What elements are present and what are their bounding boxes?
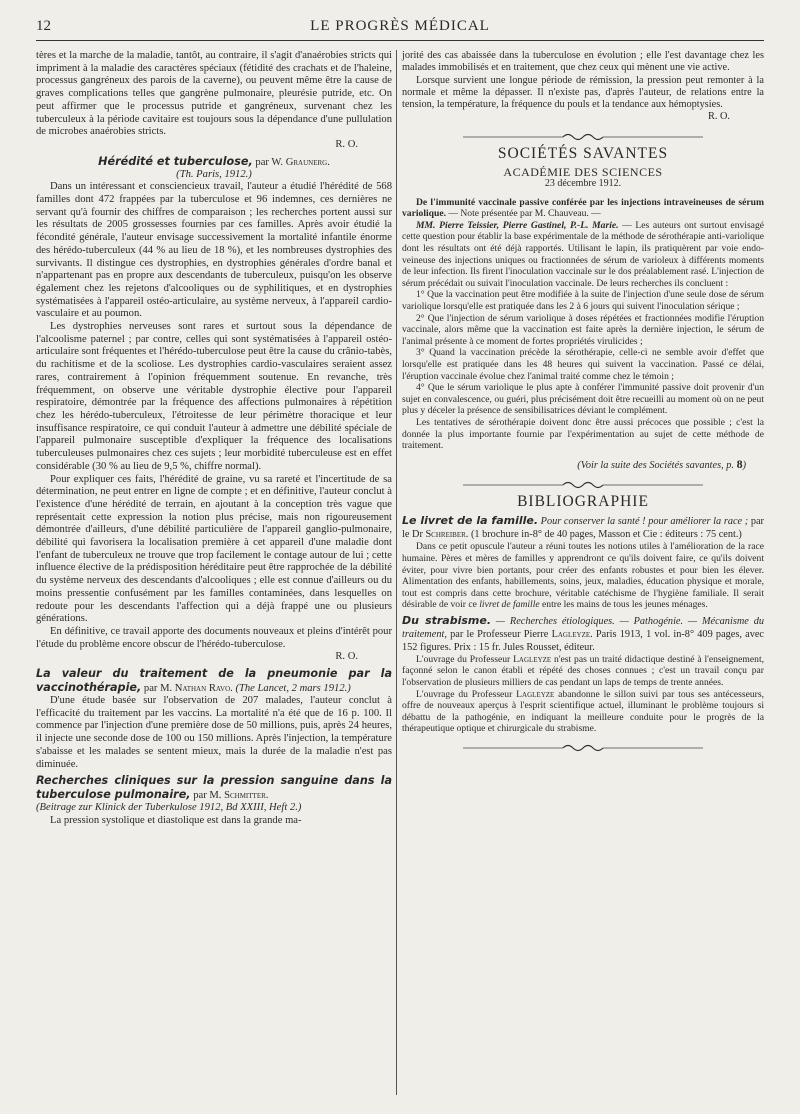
paragraph: D'une étude basée sur l'observation de 207 malades, l'auteur conclut à l'efficacité du traitement par les vaccins. La mortalité n'a été que de 16 p. 100. Il commence par l'injection d'une première dose de 50 millions, puis, après 24 heures, il injecte une seconde dose de 100 ou 150 millions. Après l'injection, la température s'abaisse et les malades se sentent mieux, mais la durée de la maladie n'est pas diminuée. [36,695,392,770]
book-publication: Paris 1913, 1 vol. in-8° 409 pages, avec 152 figures. Prix : 15 fr. Jules Rousset, éditeur. [402,628,764,653]
ornament-divider [402,480,764,490]
column-divider [396,50,397,1095]
article-title: Recherches cliniques sur la pression sanguine dans la tuberculose pulmonaire, [36,774,392,802]
paragraph: Les dystrophies nerveuses sont rares et surtout sous la dépendance de l'alcoolisme paternel ; par contre, celles qui sont systématisées à l'appareil ostéo-articulaire sont fréquentes et l'hérédo-tuberculose peut être la cause du crânio-tabès, du rachitisme et de la scoliose. Les dystrophies cardio-vasculaires seraient assez rares, contrairement à l'opinion fréquemment soutenue. En revanche, très fréquemment, on observe une véritable dystrophie élective pour l'appareil respiratoire, démontrée par la fréquence des affections pulmonaires à répétition chez les hérédo-tuberculeux, l'étroitesse de leur périmètre thoracique et leur insuffisance respiratoire, ce qui conduit l'auteur à admettre une débilité spéciale de l'appareil pulmonaire susceptible d'expliquer la fréquence des localisations tuberculeuses pulmonaires chez ces sujets ; leur morbidité tuberculeuse est en effet considérable (30 % au lieu de 9,5 %, chiffre normal). [36,321,392,472]
review-emphasis: livret de famille [479,599,540,611]
date-line: 23 décembre 1912. [544,178,622,190]
paragraph [402,541,764,611]
communication-title: De l'immunité vaccinale passive conférée par les injections intraveineuses de sérum variolique. [402,196,764,220]
right-column [402,50,764,759]
continuation-page: 8 [736,456,743,471]
book-title: Du strabisme. [402,613,492,627]
review-text: L'ouvrage du Professeur [416,653,514,665]
left-column [36,50,392,828]
article-heading [36,155,392,169]
signature: R. O. [707,111,730,123]
ornament-divider [402,743,764,753]
review-text-end: entre les mains de tous les jeunes ménages. [539,599,708,611]
book-heading [402,614,764,654]
review-text: L'ouvrage du Professeur [416,688,517,700]
article-author: Nathan Ravo. [174,683,233,695]
paragraph: Pour expliquer ces faits, l'hérédité de graine, vu sa rareté et l'incertitude de sa détermination, ne peut entrer en ligne de compte ; et en définitive, l'auteur conclut à l'existence d'une hérédité de terrain, en ajoutant à la conception très vague que représentait cette expression la notion plus précise, mais non rigoureusement démontrée d'ailleurs, d'une débilité particulière de l'appareil ganglio-pulmonaire, débilité qui favorisera la localisation première à cet appareil d'une maladie dont l'enfant de tuberculeux ne trouve que trop facilement le contage autour de lui ; cette influence élective de la prédisposition héréditaire peut être rapprochée de la débilité du système nerveux des descendants d'alcooliques ; elle est connue d'ailleurs ou du moins pressentie confusément par les familles contaminées, dans lesquelles on redoute pour les descendants l'affection qui a déjà frappé une ou plusieurs générations. [36,473,392,625]
section-title: SOCIÉTÉS SAVANTES [497,144,669,162]
article-source: (The Lancet, 2 mars 1912.) [232,683,351,695]
article-title: Hérédité et tuberculose, [98,154,253,168]
communication-note: — Note présentée par M. Chauveau. — [445,208,601,220]
article-by: par M. [141,683,175,695]
communication-heading [402,197,764,220]
continuation-text: (Voir la suite des Sociétés savantes, p. [577,459,734,471]
paragraph [402,220,764,290]
article-by: par M. [190,790,225,802]
article-title: La valeur du traitement de la pneumonie par la vaccinothérapie, [36,667,392,695]
page-number: 12 [36,18,51,34]
review-author-name: Lagleyze [513,653,552,665]
journal-title: LE PROGRÈS MÉDICAL [310,18,490,34]
signature: R. O. [335,138,358,150]
book-title: Le livret de la famille. [402,514,539,528]
book-subtitle: — Recherches étiologiques. — Pathogénie. — Mécanisme du traitement, [402,615,764,640]
ornament-divider [402,132,764,142]
article-author: Schmitter. [224,790,269,802]
book-subtitle: Pour conserver la santé ! pour améliorer la race ; [538,516,749,528]
article-by: par W. [252,156,286,168]
book-by: par le Professeur Pierre [446,628,552,640]
subsection-title: ACADÉMIE DES SCIENCES [503,165,663,180]
book-publication: (1 brochure in-8° de 40 pages, Masson et Cie : éditeurs : 75 cent.) [468,529,742,541]
section-title: BIBLIOGRAPHIE [517,493,649,511]
paragraph: Dans un intéressant et consciencieux travail, l'auteur a étudié l'hérédité de 568 familles dont 472 frappées par la tuberculose et 96 indemnes, ces dernières ne servant qu'à fournir des chiffres de comparaison ; les recherches portent aussi sur les résultats de 2005 grossesses fournies par ces familles. Après avoir étudié la fécondité générale, l'auteur envisage successivement la mortalité infantile énorme des hérédo-tuberculeux (44 % au lieu de 18 %), et les nombreuses dystrophies des survivants. Il distingue ces dystrophies, en dystrophies générales d'ordre banal et n'appartenant pas en propre aux descendants de tuberculeux, puisqu'on les observe également chez les rejetons d'alcooliques ou de syphilitiques, et en dystrophies systématisées à l'appareil ostéo-articulaire, au système nerveux, à l'appareil cardio-vasculaire et au poumon. [36,181,392,320]
continuation-close: ) [742,459,746,471]
continuation-note [402,458,764,472]
communication-intro: — Les auteurs ont surtout envisagé cette question pour établir la base expérimentale de la méthode de sérothérapie anti-variolique dont les résultats ont été déjà rapportés. Utilisant le lapin, ils pratiquèrent par voie endo-veineuse des injections uniques ou fractionnées de sérum de varioleux à différents moments de leur infection. Ils firent l'inoculation vaccinale sur le dos préalablement rasé. L'injection de sérum précédait ou suivait l'inoculation vaccinale. De leurs recherches ils concluent : [402,219,764,289]
article-heading [36,774,392,802]
book-heading [402,514,764,541]
book-by: par le Dr [402,516,764,541]
conclusion-item: 4° Que le sérum variolique le plus apte à conférer l'immunité passive doit provenir d'un sujet en convalescence, ou guéri, plus précisément doit être recueilli au moment où on ne peut plus y déceler la présence de sensibilisatrices déviant le complément. [402,382,764,417]
paragraph: Les tentatives de sérothérapie doivent donc être aussi précoces que possible ; c'est la donnée la plus importante fournie par l'expérimentation au sujet de cette méthode de traitement. [402,416,764,452]
paragraph: Lorsque survient une longue période de rémission, la pression peut remonter à la normale et même la dépasser. Il n'existe pas, d'après l'auteur, de relations entre la tension, la température, la fréquence du pouls et la tendance aux hémoptysies. [402,74,764,111]
article-source: (Beitrage zur Klinick der Tuberkulose 1912, Bd XXIII, Heft 2.) [36,802,302,814]
communication-authors: MM. Pierre Teissier, Pierre Gastinel, P.-L. Marie. [416,219,619,231]
review-text-end: n'est pas un traité didactique destiné à l'enseignement, façonné selon le canon établi et répété des choses connues ; c'est un travail conçu par l'observation de plusieurs milliers de cas pendant un laps de temps de trente années. [402,653,765,689]
article-source: (Th. Paris, 1912.) [176,168,252,180]
signature: R. O. [335,651,358,663]
article-author: Graunerg. [285,156,330,168]
paragraph [402,689,764,735]
review-text: Dans ce petit opuscule l'auteur a réuni toutes les notions utiles à l'amélioration de la race humaine. Pères et mères de familles y apprendront ce qu'ils doivent faire, ce qu'ils doivent éviter, pour vivre bien portants, pour créer des enfants robustes et pour bien les élever. Alimentation des enfants, habillements, soins, jeux, maladies, éducation physique et morale, tout est compris dans cette brochure, véritable catéchisme de l'hygiène familiale. Il serait désirable de voir ce [402,541,764,611]
conclusion-item: 1° Que la vaccination peut être modifiée à la suite de l'injection d'une seule dose de sérum variolique lorsqu'elle est pratiquée dans les 2 à 6 jours qui suivent l'inoculation sérique ; [402,289,764,313]
conclusion-item: 3° Quand la vaccination précède la sérothérapie, celle-ci ne semble avoir d'effet que lorsqu'elle est pratiquée dans les 48 heures qui suivent la vaccination. Passé ce délai, l'éruption vaccinale évolue chez l'animal traité comme chez le témoin ; [402,347,764,382]
review-text-end: abandonne le sillon suivi par tous ses antécesseurs, offre de nouveaux aperçus à l'esprit scientifique actuel, illuminant le problème toujours si débattu de la pathogénie, en indiquant la meilleure conduite pour le progrès de la thérapeutique optique et chirurgicale du strabisme. [402,688,764,735]
paragraph [402,654,764,689]
review-author-name: Lagleyze [516,688,555,700]
page-header [36,10,764,41]
conclusion-item: 2° Que l'injection de sérum variolique à doses répétées et fractionnées modifie l'éruption vaccinale, alors même que la vaccination est faite après la dernière injection, le sérum de l'animal présente à ce moment de fortes propriétés virulicides ; [402,312,764,347]
book-author: Schreiber. [425,529,469,541]
book-author: Lagleyze. [551,628,593,640]
paragraph: tères et la marche de la maladie, tantôt, au contraire, il s'agit d'anaérobies stricts qui impriment à la maladie des caractères spéciaux (fétidité des crachats et de l'haleine, processus gangréneux des parois de la caverne), ou peuvent même être la cause de graves complications telles que gangrène pulmonaire, pleurésie putride, etc. On peut affirmer que le processus putride et gangréneux, survenant chez les tuberculeux à la période cavitaire est toujours sous la dépendance d'une pullulation de microbes anaérobies stricts. [36,50,392,138]
article-heading [36,667,392,695]
paragraph: En définitive, ce travail apporte des documents nouveaux et pleins d'intérêt pour l'étude du problème encore obscur de l'hérédo-tuberculose. [36,625,392,650]
paragraph: jorité des cas abaissée dans la tuberculose en évolution ; elle l'est davantage chez les malades immobilisés et en traitement, que chez ceux qui mènent une vie active. [402,50,764,74]
paragraph: La pression systolique et diastolique est dans la grande ma- [50,814,302,826]
